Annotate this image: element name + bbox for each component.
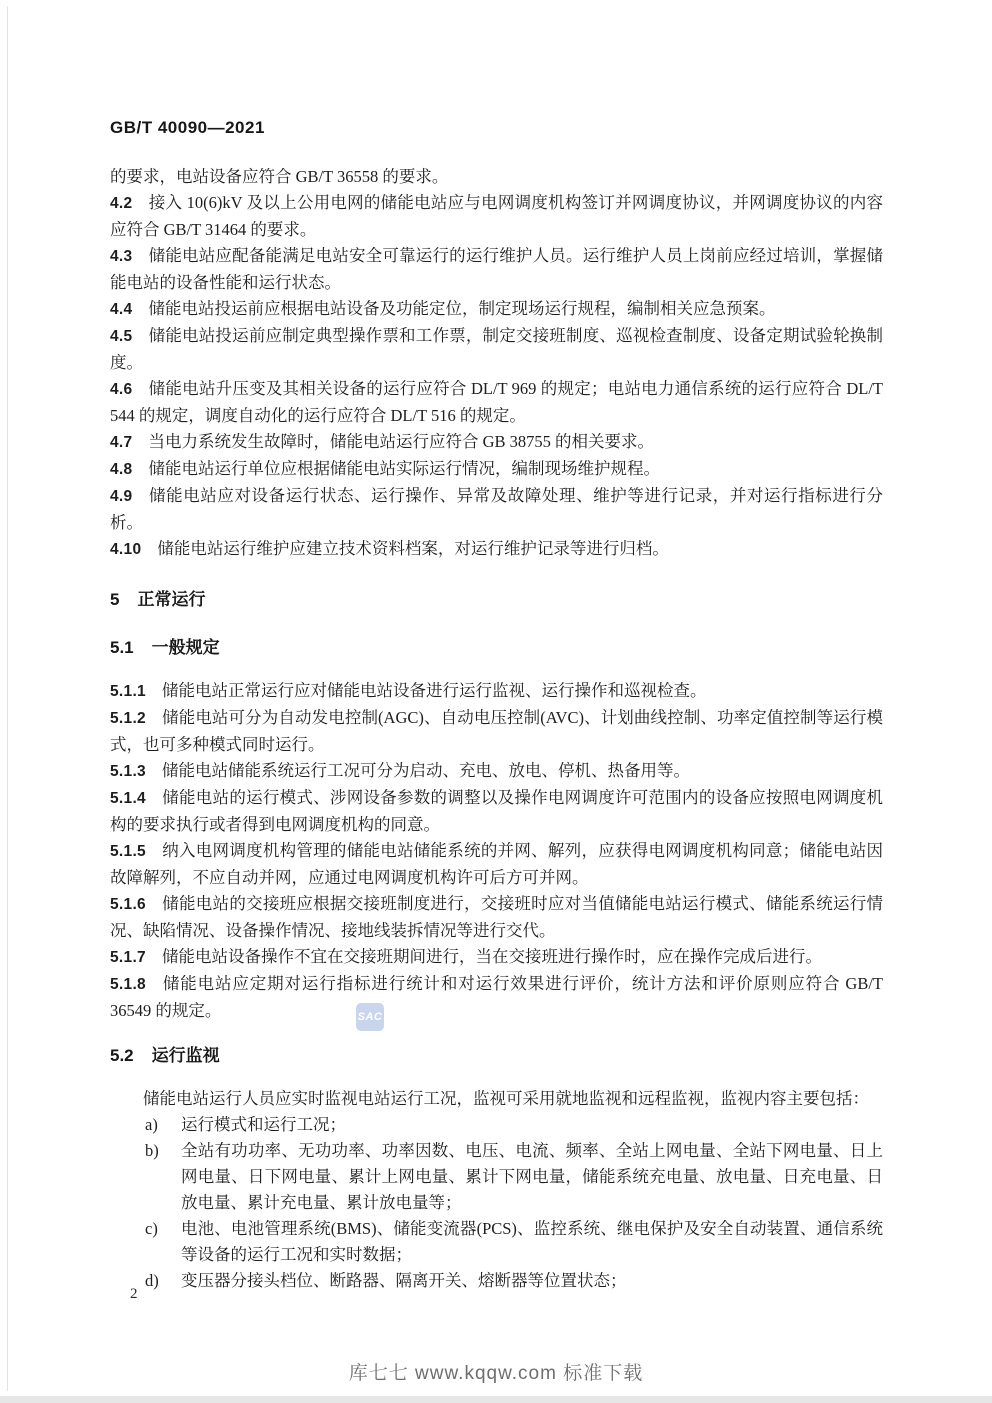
clause-text: 储能电站运行单位应根据储能电站实际运行情况，编制现场维护规程。 [148, 459, 660, 478]
clause-number: 4.10 [110, 541, 142, 558]
clause-text: 储能电站运行维护应建立技术资料档案，对运行维护记录等进行归档。 [157, 539, 669, 558]
list-item-text: 变压器分接头档位、断路器、隔离开关、熔断器等位置状态； [181, 1271, 627, 1290]
section-number: 5.2 [110, 1046, 134, 1065]
clause-5.1.7 [110, 944, 883, 971]
standard-number-header: GB/T 40090—2021 [110, 118, 265, 137]
clause-text: 纳入电网调度机构管理的储能电站储能系统的并网、解列，应获得电网调度机构同意；储能电站因故障解列，不应自动并网，应通过电网调度机构许可后方可并网。 [110, 841, 883, 887]
clause-4.9 [110, 483, 883, 536]
clause-5.1.6 [110, 891, 883, 944]
clause-text: 储能电站的交接班应根据交接班制度进行，交接班时应对当值储能电站运行模式、储能系统运行情况、缺陷情况、设备操作情况、接地线装拆情况等进行交代。 [110, 894, 883, 940]
clause-number: 4.7 [110, 434, 133, 451]
clause-text: 储能电站升压变及其相关设备的运行应符合 DL/T 969 的规定；电站电力通信系统的运行应符合 DL/T 544 的规定，调度自动化的运行应符合 DL/T 516 的规定。 [110, 379, 883, 425]
list-item-a [110, 1112, 883, 1138]
clause-4.10 [110, 536, 883, 563]
clause-5.1.4 [110, 785, 883, 838]
list-item-text: 全站有功功率、无功功率、功率因数、电压、电流、频率、全站上网电量、全站下网电量、日上网电量、日下网电量、累计上网电量、累计下网电量，储能系统充电量、放电量、日充电量、日放电量、累计充电量、累计放电量等； [181, 1141, 883, 1212]
clause-number: 4.3 [110, 248, 133, 265]
clause-text: 储能电站设备操作不宜在交接班期间进行，当在交接班进行操作时，应在操作完成后进行。 [161, 947, 822, 966]
page-bottom-strip [0, 1396, 992, 1403]
paragraph-text: 储能电站运行人员应实时监视电站运行工况，监视可采用就地监视和远程监视，监视内容主要包括： [143, 1089, 869, 1108]
clause-number: 5.1.3 [110, 763, 146, 780]
clause-number: 5.1.1 [110, 683, 146, 700]
clause-4.4 [110, 296, 883, 323]
clause-number: 5.1.6 [110, 896, 146, 913]
section-number: 5.1 [110, 638, 134, 657]
clause-number: 5.1.5 [110, 843, 146, 860]
document-content [110, 164, 883, 1294]
clause-4.3 [110, 243, 883, 296]
clause-4.7 [110, 429, 883, 456]
list-item-marker: c) [145, 1219, 158, 1238]
clause-number: 4.6 [110, 381, 133, 398]
section-title: 运行监视 [151, 1046, 220, 1065]
list-item-d [110, 1268, 883, 1294]
clause-text: 接入 10(6)kV 及以上公用电网的储能电站应与电网调度机构签订并网调度协议，并网调度协议的内容应符合 GB/T 31464 的要求。 [110, 193, 883, 239]
footer-download-watermark: 库七七 www.kqqw.com 标准下载 [348, 1363, 644, 1384]
clause-number: 5.1.7 [110, 949, 146, 966]
paragraph-text: 的要求，电站设备应符合 GB/T 36558 的要求。 [110, 167, 449, 186]
section-number: 5 [110, 590, 120, 609]
clause-number: 5.1.2 [110, 710, 146, 727]
section-heading-5.1 [110, 635, 883, 661]
clause-text: 储能电站应配备能满足电站安全可靠运行的运行维护人员。运行维护人员上岗前应经过培训，掌握储能电站的设备性能和运行状态。 [110, 246, 883, 292]
list-item-c [110, 1216, 883, 1268]
clause-text: 储能电站投运前应根据电站设备及功能定位，制定现场运行规程，编制相关应急预案。 [148, 299, 776, 318]
clause-text: 储能电站应对设备运行状态、运行操作、异常及故障处理、维护等进行记录，并对运行指标进行分析。 [110, 486, 883, 532]
clause-text: 储能电站投运前应制定典型操作票和工作票，制定交接班制度、巡视检查制度、设备定期试验轮换制度。 [110, 326, 883, 372]
clause-number: 4.9 [110, 488, 133, 505]
clause-number: 5.1.4 [110, 790, 146, 807]
section-heading-5 [110, 587, 883, 613]
section-title: 一般规定 [151, 638, 220, 657]
clause-number: 4.4 [110, 301, 133, 318]
page-number: 2 [130, 1286, 138, 1302]
clause-number: 4.5 [110, 328, 133, 345]
list-item-text: 运行模式和运行工况； [181, 1115, 346, 1134]
list-item-marker: b) [145, 1141, 159, 1160]
list-item-marker: d) [145, 1271, 159, 1290]
page-left-edge-line [7, 6, 8, 1391]
section-heading-5.2 [110, 1043, 883, 1069]
clause-4.6 [110, 376, 883, 429]
clause-text: 储能电站的运行模式、涉网设备参数的调整以及操作电网调度许可范围内的设备应按照电网调度机构的要求执行或者得到电网调度机构的同意。 [110, 788, 883, 834]
list-item-marker: a) [145, 1115, 158, 1134]
clause-4.8 [110, 456, 883, 483]
clause-4.2 [110, 190, 883, 243]
clause-5.1.3 [110, 758, 883, 785]
clause-text: 当电力系统发生故障时，储能电站运行应符合 GB 38755 的相关要求。 [148, 432, 654, 451]
sac-watermark-text: SAC [357, 1011, 383, 1023]
clause-5.1.5 [110, 838, 883, 891]
clause-4.5 [110, 323, 883, 376]
list-item-b [110, 1138, 883, 1216]
clause-5.1.1 [110, 678, 883, 705]
clause-number: 5.1.8 [110, 976, 146, 993]
list-item-text: 电池、电池管理系统(BMS)、储能变流器(PCS)、监控系统、继电保护及安全自动装置、通信系统等设备的运行工况和实时数据； [181, 1219, 883, 1264]
clause-text: 储能电站储能系统运行工况可分为启动、充电、放电、停机、热备用等。 [161, 761, 690, 780]
clause-text: 储能电站正常运行应对储能电站设备进行运行监视、运行操作和巡视检查。 [161, 681, 707, 700]
clause-number: 4.8 [110, 461, 133, 478]
clause-5.1.2 [110, 705, 883, 758]
continuation-paragraph [110, 164, 883, 190]
clause-text: 储能电站可分为自动发电控制(AGC)、自动电压控制(AVC)、计划曲线控制、功率定值控制等运行模式，也可多种模式同时运行。 [110, 708, 883, 754]
intro-paragraph [110, 1086, 883, 1112]
clause-number: 4.2 [110, 195, 133, 212]
section-title: 正常运行 [137, 590, 206, 609]
clause-text: 储能电站应定期对运行指标进行统计和对运行效果进行评价，统计方法和评价原则应符合 GB/T 36549 的规定。 [110, 974, 883, 1020]
clause-5.1.8 [110, 971, 883, 1024]
